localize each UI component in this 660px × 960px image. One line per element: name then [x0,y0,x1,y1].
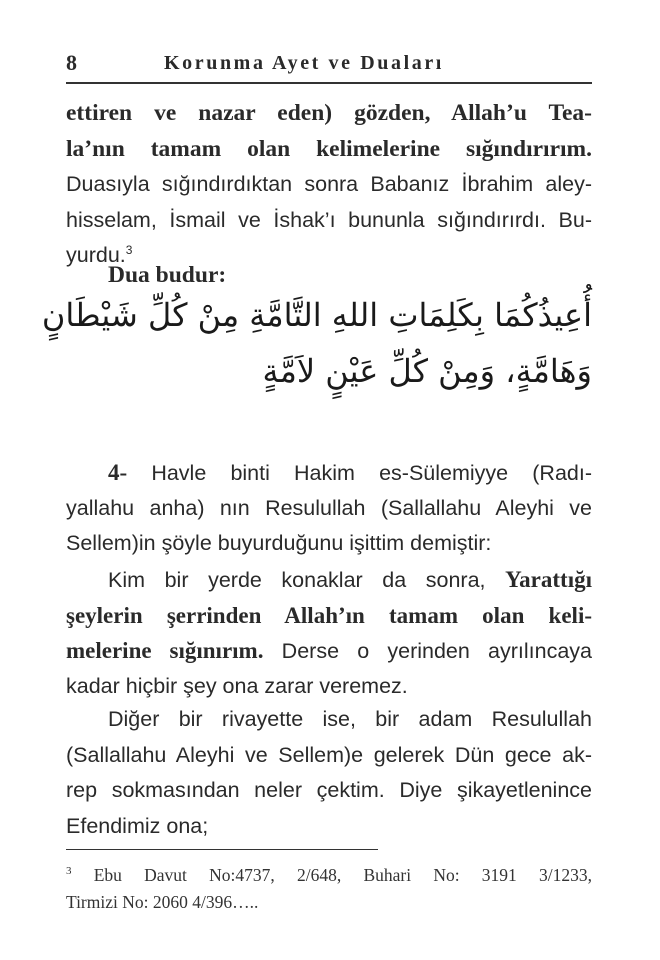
para3-line-1-bold: Yarattığı [505,567,592,592]
para4-line-1: Diğer bir rivayette ise, bir adam Resulullah [108,707,592,731]
para3-line-3-normal: Derse o yerinden ayrılıncaya [281,639,592,663]
paragraph-1 [66,96,592,274]
hadith-line-1 [66,455,592,491]
paragraph-2 [66,455,592,562]
footnote-marker: 3 [66,865,72,877]
para3-line-1 [66,562,592,598]
hadith-line-2: yallahu anha) nın Resulullah (Sallallahu Aleyhi ve [66,495,592,520]
paragraph-4 [66,702,592,844]
para4-line-4: Efendimiz ona; [66,813,209,838]
para3-line-4: kadar hiçbir şey ona zarar veremez. [66,673,408,698]
para4-line-3: rep sokmasından neler çektim. Diye şikayetlenince [66,778,592,802]
bold-line-1: ettiren ve nazar eden) gözden, Allah’u Tea- [66,100,592,126]
dua-heading: Dua budur: [108,262,227,288]
arabic-dua-line-1: أُعِيذُكُمَا بِكَلِمَاتِ اللهِ التَّامَّةِ مِنْ كُلِّ شَيْطَانٍ [41,296,592,334]
para3-line-2: şeylerin şerrinden Allah’ın tamam olan keli- [66,602,592,628]
text-line-4: hisselam, İsmail ve İshak’ı bununla sığındırırdı. Bu- [66,207,592,232]
footnote-line-1-text: Ebu Davut No:4737, 2/648, Buhari No: 3191 3/1233, [93,865,593,885]
arabic-dua-line-2: وَهَامَّةٍ، وَمِنْ كُلِّ عَيْنٍ لاَمَّةٍ [262,352,592,390]
footnote-divider [66,849,378,850]
hadith-line-3: Sellem)in şöyle buyurduğunu işittim demiştir: [66,531,492,555]
running-title: Korunma Ayet ve Duaları [164,52,444,74]
footnote-line-1 [66,862,592,889]
paragraph-3 [66,562,592,704]
hadith-line-1-text: Havle binti Hakim es-Sülemiyye (Radı- [151,461,593,485]
last-line-text: yurdu. [66,243,126,267]
footnote-reference: 3 [125,243,133,257]
page-header [66,48,592,84]
footnote-line-2: Tirmizi No: 2060 4/396….. [66,892,259,912]
para3-line-3-bold: melerine sığınırım. [66,638,264,663]
para4-line-2: (Sallallahu Aleyhi ve Sellem)e gelerek Dün gece ak- [66,742,592,767]
bold-line-2: la’nın tamam olan kelimelerine sığındırırım. [66,135,592,162]
footnote [66,862,592,916]
para3-line-1-normal: Kim bir yerde konaklar da sonra, [108,568,486,592]
para3-line-3 [66,633,592,669]
hadith-number: 4- [108,460,128,485]
text-line-3: Duasıyla sığındırdıktan sonra Babanız İbrahim aley- [66,172,592,196]
page-number: 8 [66,50,77,75]
